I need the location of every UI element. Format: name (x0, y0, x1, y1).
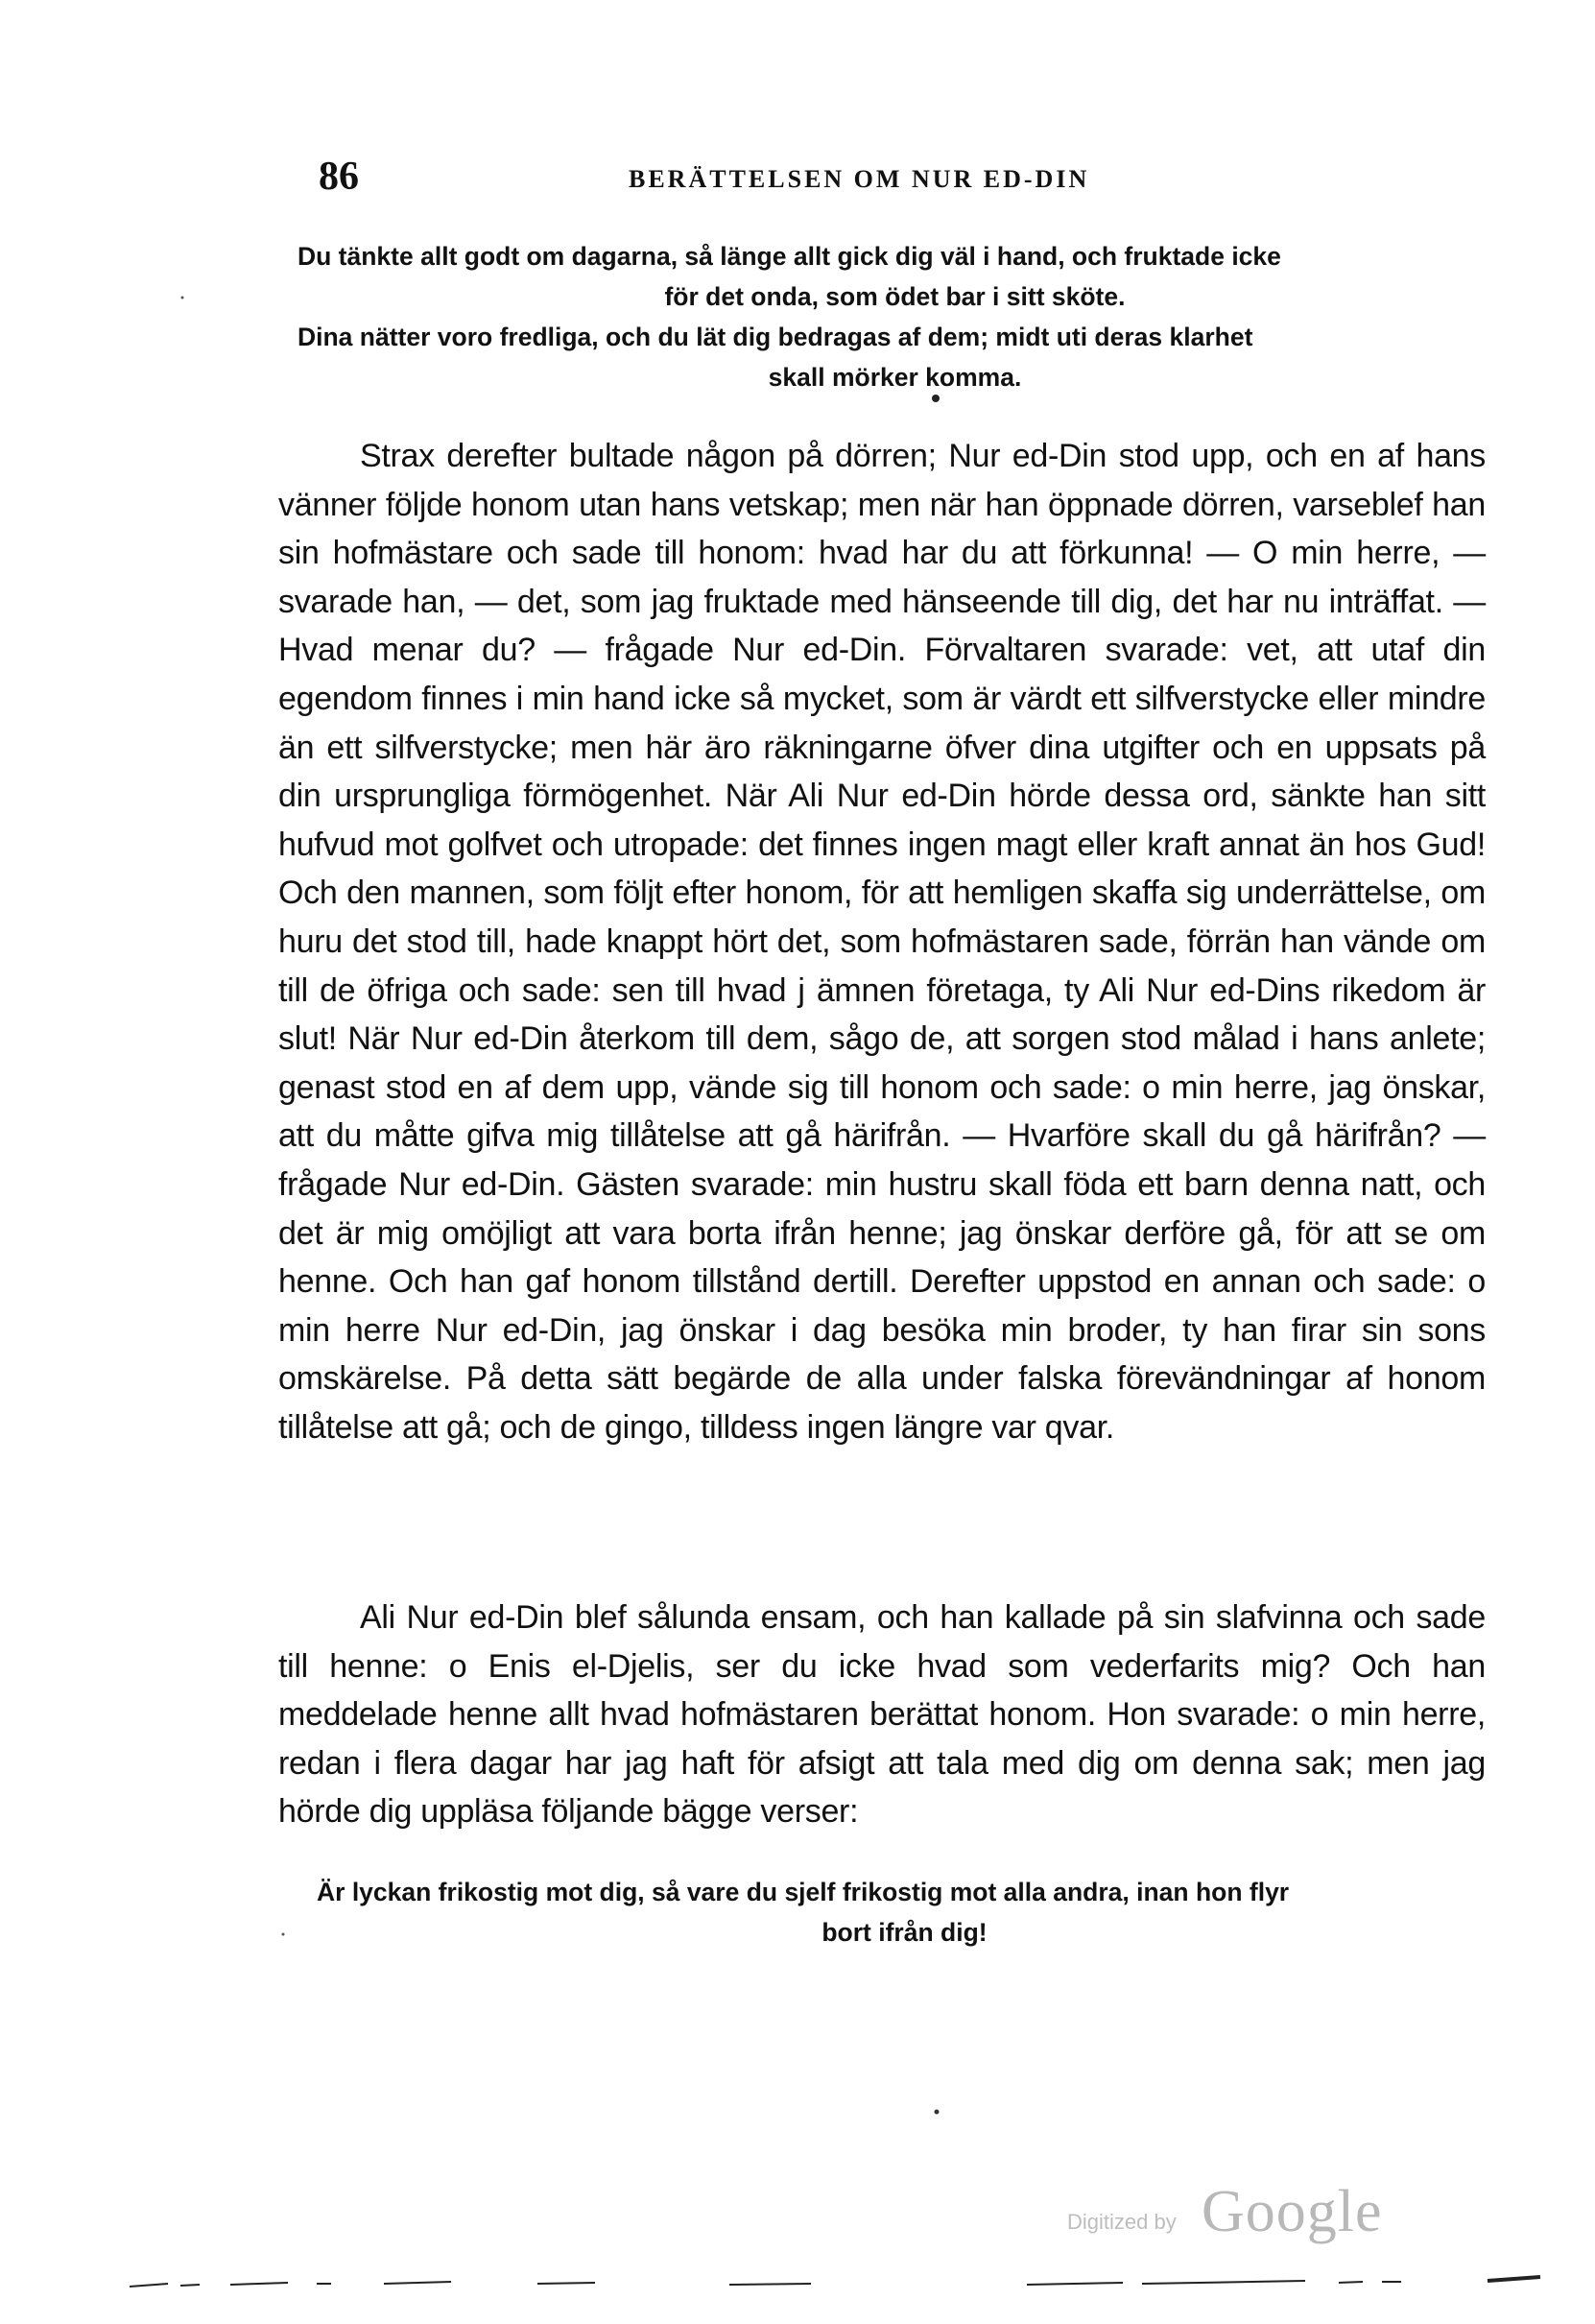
scan-speck (935, 2110, 940, 2115)
paragraph: Ali Nur ed-Din blef sålunda ensam, och han kallade på sin slafvinna och sade till henne: o Enis el-Djelis, ser du icke hvad som vederfarits mig? Och han meddelade henne allt hvad hofmästaren berättat honom. Hon svarade: o min herre, redan i flera dagar har jag haft för afsigt att tala med dig om denna sak; men jag hörde dig uppläsa följande bägge verser: (278, 1599, 1486, 1831)
scan-edge-dashes (130, 2277, 1540, 2287)
scan-speck (181, 297, 184, 299)
page-header (288, 154, 1497, 211)
running-head: BERÄTTELSEN OM NUR ED-DIN (629, 165, 1090, 193)
scan-speck (282, 1933, 285, 1936)
google-watermark (1067, 2179, 1384, 2246)
body-text (278, 432, 1486, 1569)
verse-line: Dina nätter voro fredliga, och du lät dig bedragas af dem; midt uti deras klarhet (298, 323, 1253, 351)
verse-line: Du tänkte allt godt om dagarna, så länge allt gick dig väl i hand, och fruktade icke (298, 242, 1281, 271)
verse-line-continuation: bort ifrån dig! (821, 1918, 988, 1947)
verse-line-continuation: skall mörker komma. (768, 363, 1022, 392)
verse-line: Är lyckan frikostig mot dig, så vare du sjelf frikostig mot alla andra, inan hon flyr (317, 1878, 1290, 1906)
page-number: 86 (319, 155, 359, 199)
verse-bottom (317, 1872, 1492, 1953)
verse-top (298, 236, 1492, 397)
body-text (278, 1593, 1486, 1831)
google-logo: Google (1202, 2179, 1383, 2244)
verse-line-continuation: för det onda, som ödet bar i sitt sköte. (664, 282, 1126, 311)
watermark-digitized-text: Digitized by (1067, 2210, 1177, 2234)
paragraph: Strax derefter bultade någon på dörren; Nur ed-Din stod upp, och en af hans vänner följde honom utan hans vetskap; men när han öppnade dörren, varseblef han sin hofmästare och sade till honom: hvad har du att förkunna! — O min herre, — svarade han, — det, som jag fruktade med hänseende till dig, det har nu inträffat. — Hvad menar du? — frågade Nur ed-Din. Förvaltaren svarade: vet, att utaf din egendom finnes i min hand icke så mycket, som är värdt ett silfverstycke eller mindre än ett silfverstycke; men här äro räkningarne öfver dina utgifter och en uppsats på din ursprungliga förmögenhet. När Ali Nur ed-Din hörde dessa ord, sänkte han sitt hufvud mot golfvet och utropade: det finnes ingen magt eller kraft annat än hos Gud! Och den mannen, som följt efter honom, för att hemligen skaffa sig underrättelse, om huru det stod till, hade knappt hört det, som hofmästaren sade, förrän han vände om till de öfriga och sade: sen till hvad j ämnen företaga, ty Ali Nur ed-Dins rikedom är slut! När Nur ed-Din återkom till dem, sågo de, att sorgen stod målad i hans anlete; genast stod en af dem upp, vände sig till honom och sade: o min herre, jag önskar, att du måtte gifva mig tillåtelse att gå härifrån. — Hvarföre skall du gå härifrån? — frågade Nur ed-Din. Gästen svarade: min hustru skall föda ett barn denna natt, och det är mig omöjligt att vara borta ifrån henne; jag önskar derföre gå, för att se om henne. Och han gaf honom tillstånd dertill. Derefter uppstod en annan och sade: o min herre Nur ed-Din, jag önskar i dag besöka min broder, ty han firar sin sons omskärelse. På detta sätt begärde de alla under falska förevändningar af honom tillåtelse att gå; och de gingo, tilldess ingen längre var qvar. (278, 438, 1486, 1446)
